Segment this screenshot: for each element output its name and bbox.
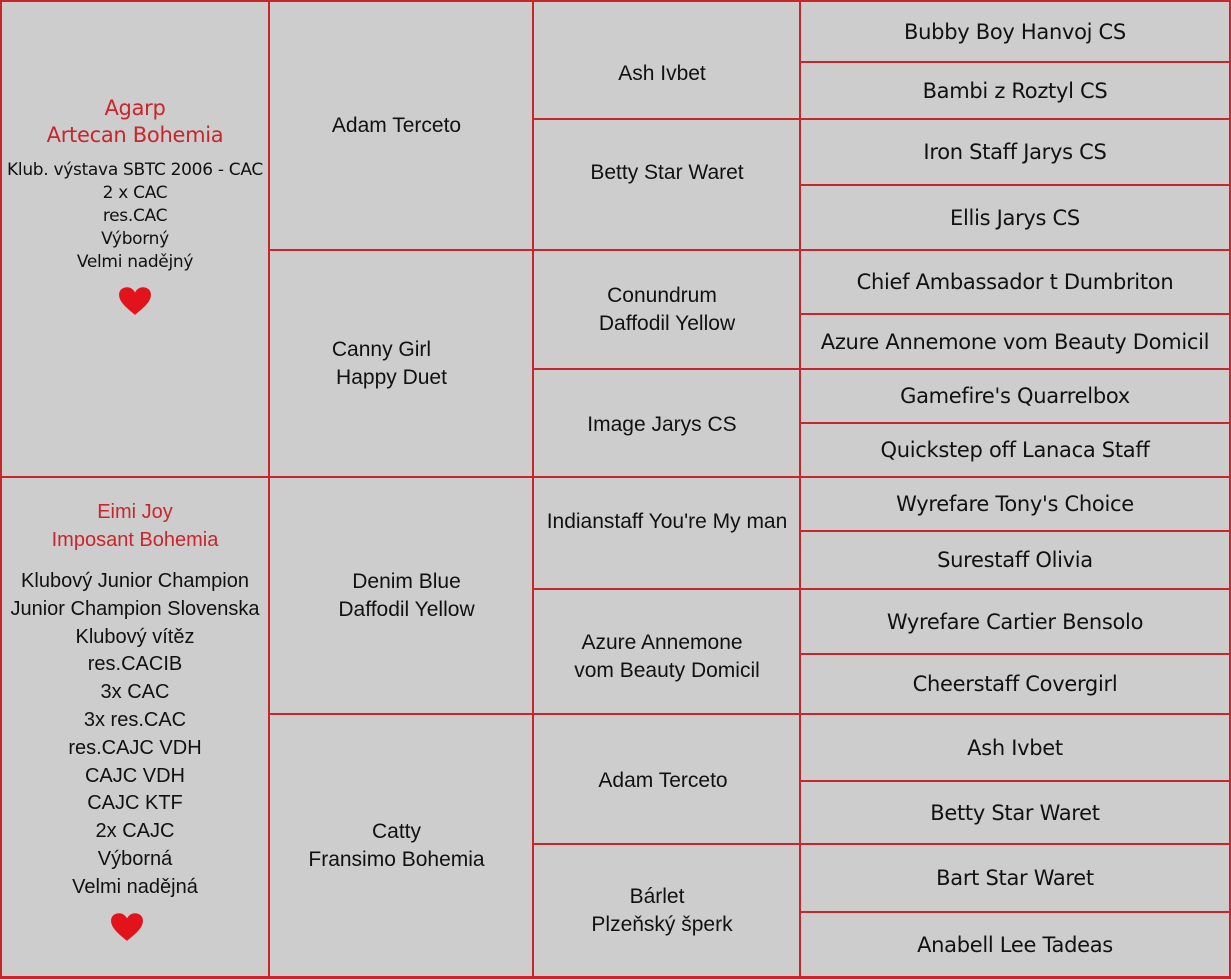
dam-title: Junior Champion Slovenska: [10, 597, 260, 620]
gen4-name: Anabell Lee Tadeas: [917, 933, 1113, 957]
gen3-name: Adam Terceto: [598, 769, 728, 792]
gen2-cell: [270, 478, 533, 713]
column-divider: [532, 0, 534, 979]
row-divider: [532, 588, 1231, 590]
gen3-name: Daffodil Yellow: [598, 311, 736, 335]
gen3-name: Betty Star Waret: [590, 160, 744, 184]
gen3-name: Plzeňský šperk: [591, 913, 733, 936]
gen4-name: Chief Ambassador t Dumbriton: [856, 270, 1174, 294]
border-left: [0, 0, 2, 979]
gen3-name: Azure Annemone: [581, 630, 743, 654]
gen4-cell: [801, 590, 1229, 653]
gen3-cell: [535, 370, 799, 476]
dam-name-line2: Imposant Bohemia: [51, 529, 219, 551]
gen3-cell: [535, 590, 799, 713]
gen4-cell: [801, 655, 1229, 713]
gen4-cell: [801, 2, 1229, 61]
row-divider: [532, 118, 1231, 120]
gen4-cell: [801, 186, 1229, 249]
gen3-cell: [535, 2, 799, 118]
row-divider: [799, 422, 1231, 424]
sire-cell: [2, 95, 268, 355]
row-divider: [532, 843, 1231, 845]
column-divider: [799, 0, 801, 979]
gen4-cell: [801, 251, 1229, 313]
sire-title: Výborný: [101, 229, 169, 249]
dam-title: Výborná: [97, 847, 173, 870]
sire-name-line2: Artecan Bohemia: [46, 123, 224, 147]
gen2-name: Happy Duet: [336, 365, 447, 389]
gen4-name: Ash Ivbet: [967, 735, 1063, 760]
gen4-cell: [801, 913, 1229, 977]
dam-title: 3x CAC: [100, 681, 170, 704]
gen3-name: vom Beauty Domicil: [574, 658, 760, 682]
sire-title: Velmi nadějný: [76, 252, 194, 272]
gen3-cell: [535, 251, 799, 368]
dam-titles: [10, 568, 259, 902]
row-divider: [0, 476, 1231, 478]
gen3-cell: [535, 478, 799, 588]
gen4-name: Bambi z Roztyl CS: [922, 78, 1108, 103]
gen4-cell: [801, 715, 1229, 780]
gen4-cell: [801, 424, 1229, 476]
gen4-name: Surestaff Olivia: [937, 548, 1093, 572]
gen4-cell: [801, 782, 1229, 843]
row-divider: [799, 184, 1231, 186]
dam-title: Velmi nadějná: [72, 875, 198, 898]
gen2-cell: [270, 715, 533, 977]
gen2-name: Fransimo Bohemia: [308, 848, 485, 871]
gen3-name: Indianstaff You're My man: [546, 510, 788, 533]
row-divider: [268, 249, 1231, 251]
gen4-cell: [801, 63, 1229, 118]
sire-name-line1: Agarp: [104, 96, 166, 120]
row-divider: [268, 713, 1231, 715]
row-divider: [799, 313, 1231, 315]
gen4-name: Betty Star Waret: [930, 800, 1100, 825]
gen2-name: Canny Girl: [331, 337, 432, 361]
gen2-name: Daffodil Yellow: [338, 597, 475, 621]
gen4-name: Iron Staff Jarys CS: [923, 140, 1107, 164]
dam-title: res.CAJC VDH: [68, 736, 202, 759]
gen3-cell: [535, 845, 799, 977]
gen2-name: Denim Blue: [352, 569, 461, 593]
row-divider: [799, 530, 1231, 532]
gen4-name: Wyrefare Cartier Bensolo: [886, 609, 1144, 634]
gen4-name: Bart Star Waret: [936, 866, 1094, 890]
gen4-cell: [801, 315, 1229, 368]
gen3-cell: [535, 715, 799, 843]
gen4-cell: [801, 370, 1229, 422]
sire-title: 2 x CAC: [102, 183, 168, 203]
gen2-name: Catty: [371, 820, 421, 843]
row-divider: [799, 911, 1231, 913]
gen2-cell: [270, 2, 533, 249]
row-divider: [532, 368, 1231, 370]
dam-title: Klubový vítěz: [75, 625, 195, 648]
row-divider: [799, 780, 1231, 782]
sire-titles: [7, 159, 263, 274]
column-divider: [268, 0, 270, 979]
gen4-name: Cheerstaff Covergirl: [912, 672, 1118, 696]
gen4-cell: [801, 532, 1229, 588]
border-top: [0, 0, 1231, 2]
gen4-name: Gamefire's Quarrelbox: [900, 384, 1130, 408]
sire-title: Klub. výstava SBTC 2006 - CAC: [7, 160, 263, 180]
gen3-name: Ash Ivbet: [618, 62, 706, 85]
sire-title: res.CAC: [102, 206, 168, 226]
dam-name-line1: Eimi Joy: [97, 501, 173, 523]
gen4-name: Wyrefare Tony's Choice: [896, 492, 1134, 516]
gen2-cell: [270, 251, 533, 476]
gen3-name: Image Jarys CS: [587, 413, 737, 436]
gen3-name: Conundrum: [607, 283, 717, 307]
gen4-name: Quickstep off Lanaca Staff: [880, 438, 1150, 462]
dam-title: CAJC VDH: [84, 764, 185, 787]
dam-title: 2x CAJC: [95, 820, 175, 843]
gen3-cell: [535, 120, 799, 249]
gen4-cell: [801, 478, 1229, 530]
heart-icon: [110, 912, 144, 942]
dam-title: 3x res.CAC: [83, 708, 187, 731]
dam-title: CAJC KTF: [87, 792, 183, 815]
dam-title: Klubový Junior Champion: [21, 570, 249, 592]
gen4-name: Azure Annemone vom Beauty Domicil: [820, 329, 1210, 354]
row-divider: [799, 61, 1231, 63]
gen4-name: Bubby Boy Hanvoj CS: [904, 19, 1126, 44]
dam-cell: [2, 498, 268, 968]
row-divider: [799, 653, 1231, 655]
heart-icon: [118, 286, 152, 316]
gen4-cell: [801, 120, 1229, 184]
gen4-name: Ellis Jarys CS: [950, 205, 1080, 230]
dam-title: res.CACIB: [87, 653, 183, 676]
gen2-name: Adam Terceto: [331, 113, 462, 137]
gen4-cell: [801, 845, 1229, 911]
gen3-name: Bárlet: [629, 885, 685, 908]
